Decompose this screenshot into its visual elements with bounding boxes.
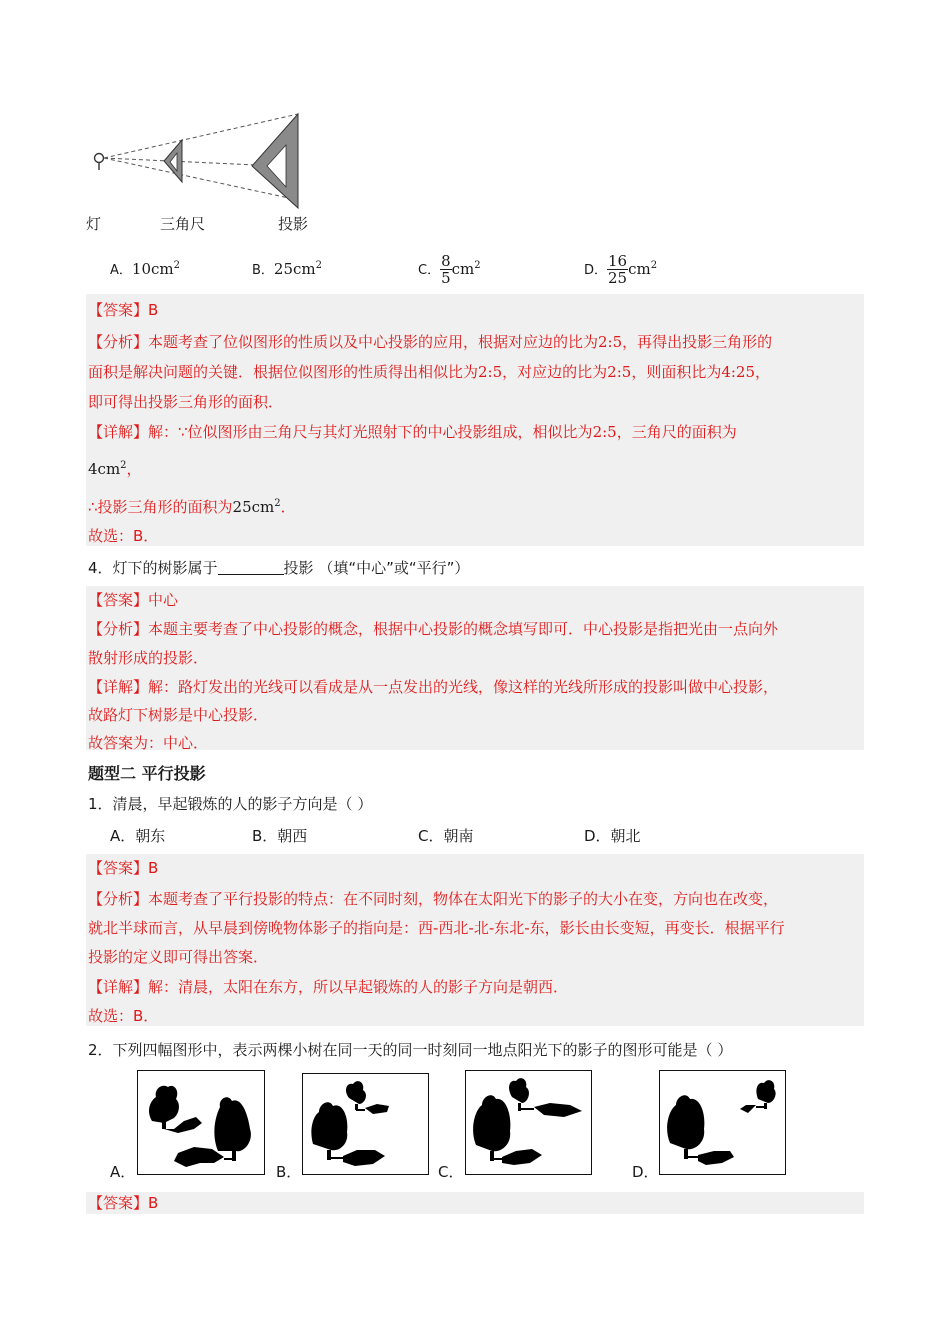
p1-option-d[interactable]: D．朝北 bbox=[584, 827, 641, 845]
p2-option-c[interactable]: C． bbox=[438, 1163, 464, 1181]
option-b[interactable]: B．$25cm^2$ bbox=[252, 260, 323, 278]
p1-answer-panel bbox=[86, 854, 864, 1026]
fraction-16-25: $\frac{16}{25}$ bbox=[608, 252, 628, 287]
p1-analysis-line1: 【分析】本题考查了平行投影的特点：在不同时刻，物体在太阳光下的影子的大小在变，方向也在改变， bbox=[88, 890, 779, 908]
q4-answer: 【答案】中心 bbox=[88, 591, 179, 609]
q4-analysis-line2: 散射形成的投影． bbox=[88, 649, 209, 667]
tree-shadow-drawing-d bbox=[660, 1071, 785, 1174]
option-d[interactable]: D． $\frac{16}{25}$ $cm^2$ bbox=[584, 252, 658, 287]
p2-stem: 2．下列四幅图形中，表示两棵小树在同一天的同一时刻同一地点阳光下的影子的图形可能是（ ） bbox=[88, 1041, 733, 1059]
figure-label-lamp: 灯 bbox=[86, 215, 102, 233]
q3-detail-line1: 【详解】解：∵位似图形由三角尺与其灯光照射下的中心投影组成，相似比为2:5，三角尺的面积为 bbox=[88, 423, 737, 441]
tree-figure-a[interactable] bbox=[137, 1070, 265, 1175]
p2-answer-panel bbox=[86, 1192, 864, 1214]
q4-answer-panel bbox=[86, 586, 864, 750]
q3-analysis-line2: 面积是解决问题的关键．根据位似图形的性质得出相似比为2:5，对应边的比为2:5，则面积比为4:25， bbox=[88, 363, 771, 381]
section-title: 题型二 平行投影 bbox=[88, 764, 206, 783]
p1-choose: 故选：B． bbox=[88, 1007, 159, 1025]
q3-detail-line3: ∴投影三角形的面积为$25cm^2$． bbox=[88, 498, 296, 516]
p1-answer: 【答案】B bbox=[88, 859, 159, 877]
q3-answer: 【答案】B bbox=[88, 301, 159, 319]
q3-choose: 故选：B． bbox=[88, 527, 159, 545]
tree-figure-c[interactable] bbox=[465, 1070, 592, 1175]
q4-stem: 4．灯下的树影属于 投影 （填“中心”或“平行”） bbox=[88, 559, 470, 577]
option-a[interactable]: A．$10cm^2$ bbox=[110, 260, 180, 278]
p1-analysis-line3: 投影的定义即可得出答案． bbox=[88, 948, 269, 966]
tree-shadow-drawing-b bbox=[303, 1074, 428, 1174]
answer-blank[interactable] bbox=[218, 559, 284, 575]
p1-option-a[interactable]: A．朝东 bbox=[110, 827, 166, 845]
q4-detail-line1: 【详解】解：路灯发出的光线可以看成是从一点发出的光线，像这样的光线所形成的投影叫做中心投影， bbox=[88, 678, 779, 696]
p2-option-a[interactable]: A． bbox=[110, 1163, 136, 1181]
fraction-8-5: $\frac{8}{5}$ bbox=[441, 252, 451, 287]
p2-answer: 【答案】B bbox=[88, 1194, 159, 1212]
q4-detail-line2: 故路灯下树影是中心投影． bbox=[88, 706, 269, 724]
p1-detail-line1: 【详解】解：清晨，太阳在东方，所以早起锻炼的人的影子方向是朝西． bbox=[88, 978, 569, 996]
tree-figure-d[interactable] bbox=[659, 1070, 786, 1175]
p1-analysis-line2: 就北半球而言，从早晨到傍晚物体影子的指向是：西-西北-北-东北-东，影长由长变短，再变长．根据平行 bbox=[88, 919, 785, 937]
p2-option-d[interactable]: D． bbox=[632, 1163, 659, 1181]
q4-analysis-line1: 【分析】本题主要考查了中心投影的概念，根据中心投影的概念填写即可．中心投影是指把光由一点向外 bbox=[88, 620, 779, 638]
q3-analysis-line1: 【分析】本题考查了位似图形的性质以及中心投影的应用，根据对应边的比为2:5，再得出投影三角形的 bbox=[88, 333, 773, 351]
p1-option-b[interactable]: B．朝西 bbox=[252, 827, 308, 845]
q4-final: 故答案为：中心． bbox=[88, 734, 209, 752]
tree-shadow-drawing-a bbox=[138, 1071, 264, 1174]
q3-analysis-line3: 即可得出投影三角形的面积． bbox=[88, 393, 284, 411]
figure-label-projection: 投影 bbox=[278, 215, 309, 233]
small-triangle-ruler bbox=[164, 140, 182, 182]
option-c[interactable]: C． $\frac{8}{5}$ $cm^2$ bbox=[418, 252, 481, 287]
projected-triangle bbox=[252, 114, 298, 208]
tree-figure-b[interactable] bbox=[302, 1073, 429, 1175]
p1-stem: 1．清晨，早起锻炼的人的影子方向是（ ） bbox=[88, 795, 373, 813]
figure-label-ruler: 三角尺 bbox=[160, 215, 206, 233]
tree-shadow-drawing-c bbox=[466, 1071, 591, 1174]
q3-detail-line2: $4cm^2$， bbox=[88, 460, 142, 478]
p1-option-c[interactable]: C．朝南 bbox=[418, 827, 474, 845]
p2-option-b[interactable]: B． bbox=[276, 1163, 302, 1181]
lamp-icon bbox=[95, 154, 104, 171]
